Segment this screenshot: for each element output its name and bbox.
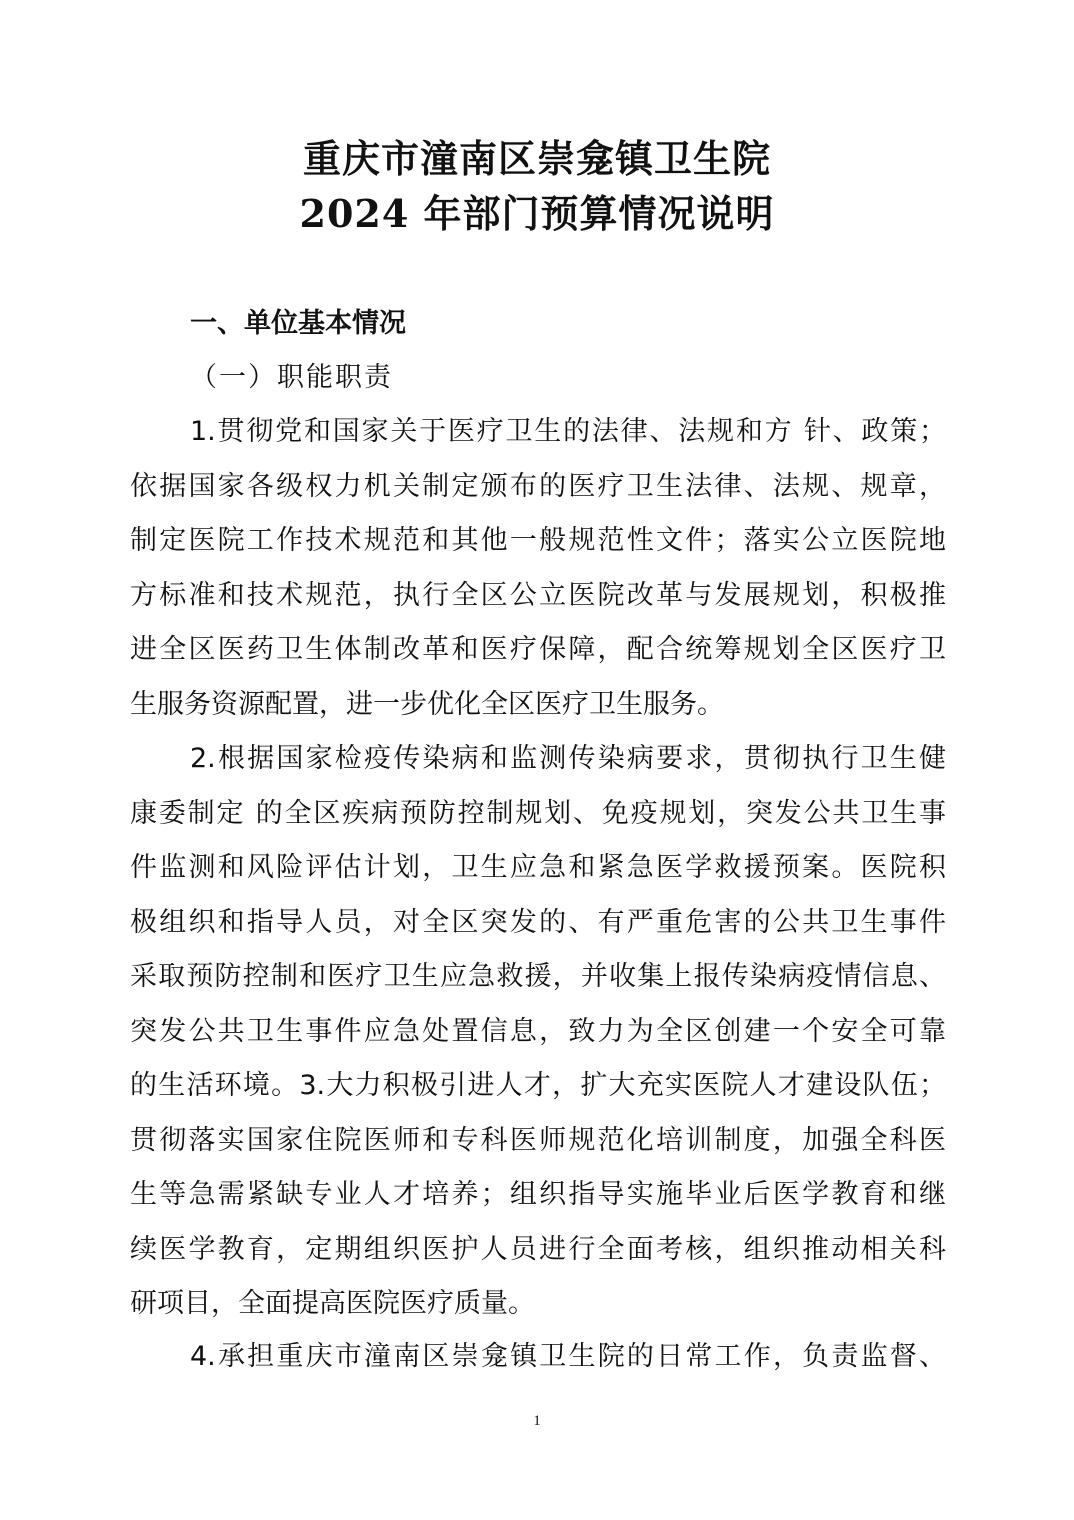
paragraph-line: 续医学教育，定期组织医护人员进行全面考核，组织推动相关科 <box>130 1233 946 1265</box>
paragraph-line: 件监测和风险评估计划，卫生应急和紧急医学救援预案。医院积 <box>130 852 946 883</box>
paragraph-line: 生等急需紧缺专业人才培养；组织指导实施毕业后医学教育和继 <box>130 1179 946 1210</box>
paragraph-line: 方标准和技术规范，执行全区公立医院改革与发展规划，积极推 <box>130 579 946 611</box>
paragraph-duty-1 <box>130 405 946 732</box>
paragraph-line: 康委制定 的全区疾病预防控制规划、免疫规划，突发公共卫生事 <box>130 797 946 829</box>
paragraph-line: 贯彻落实国家住院医师和专科医师规范化培训制度，加强全科医 <box>130 1124 946 1156</box>
paragraph-duty-4 <box>130 1330 946 1385</box>
paragraph-duty-2 <box>130 732 946 1332</box>
paragraph-line: 研项目，全面提高医院医疗质量。 <box>130 1288 535 1319</box>
paragraph-line: 制定医院工作技术规范和其他一般规范性文件；落实公立医院地 <box>130 525 946 556</box>
page-number: 1 <box>533 1413 541 1429</box>
document-title-line2: 2024 年部门预算情况说明 <box>299 191 775 236</box>
paragraph-line: 采取预防控制和医疗卫生应急救援，并收集上报传染病疫情信息、 <box>130 961 946 992</box>
paragraph-line: 的生活环境。3.大力积极引进人才，扩大充实医院人才建设队伍； <box>130 1070 946 1101</box>
subsection-heading: （一）职能职责 <box>190 362 393 393</box>
paragraph-line: 依据国家各级权力机关制定颁布的医疗卫生法律、法规、规章， <box>130 470 946 502</box>
paragraph-line: 生服务资源配置，进一步优化全区医疗卫生服务。 <box>130 688 724 720</box>
paragraph-line: 4.承担重庆市潼南区崇龛镇卫生院的日常工作，负责监督、 <box>190 1341 946 1372</box>
paragraph-line: 1.贯彻党和国家关于医疗卫生的法律、法规和方 针、政策； <box>190 416 946 447</box>
section-heading: 一、单位基本情况 <box>190 308 406 339</box>
paragraph-line: 突发公共卫生事件应急处置信息，致力为全区创建一个安全可靠 <box>130 1015 946 1047</box>
paragraph-line: 2.根据国家检疫传染病和监测传染病要求，贯彻执行卫生健 <box>190 743 946 774</box>
paragraph-line: 极组织和指导人员，对全区突发的、有严重危害的公共卫生事件 <box>130 906 946 938</box>
document-title-line1: 重庆市潼南区崇龛镇卫生院 <box>302 136 771 181</box>
paragraph-line: 进全区医药卫生体制改革和医疗保障，配合统筹规划全区医疗卫 <box>130 634 946 665</box>
